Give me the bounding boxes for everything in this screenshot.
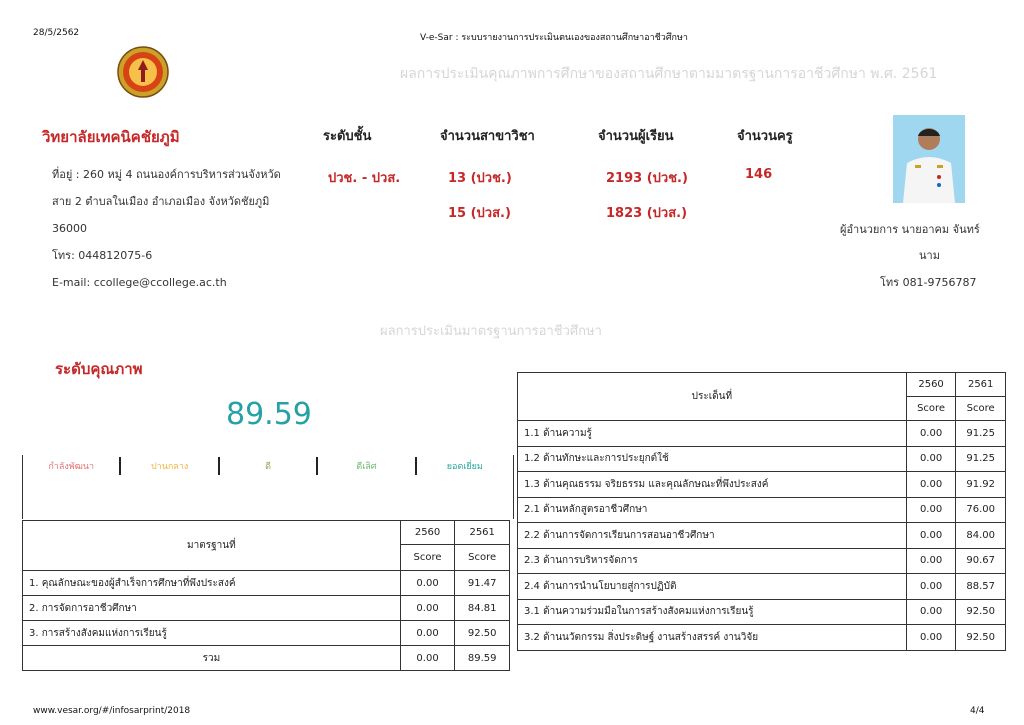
score-2560: 0.00 [906,523,956,549]
issue-label: 1.3 ด้านคุณธรรม จริยธรรม และคุณลักษณะที่พึงประสงค์ [518,472,907,498]
score-2561: 76.00 [956,497,1006,523]
year-2561-header: 2561 [956,373,1006,397]
table-row [23,571,510,596]
teachers-header: จำนวนครู [737,129,793,144]
score-2561: 90.67 [956,548,1006,574]
quality-label: ระดับคุณภาพ [55,360,143,378]
director-name-line-2: นาม [919,249,940,262]
score-2561: 88.57 [956,574,1006,600]
table-row [23,621,510,646]
branches-value-1: 13 (ปวช.) [448,171,512,186]
section-title: ผลการประเมินมาตรฐานการอาชีวศึกษา [380,324,602,339]
score-header: Score [956,397,1006,421]
table-row [518,446,1006,472]
total-label: รวม [23,646,401,671]
college-phone: โทร: 044812075-6 [52,249,153,262]
year-2561-header: 2561 [455,521,510,545]
year-2560-header: 2560 [400,521,455,545]
report-title: ผลการประเมินคุณภาพการศึกษาของสถานศึกษาตามมาตรฐานการอาชีวศึกษา พ.ศ. 2561 [400,66,938,82]
score-2560: 0.00 [400,621,455,646]
standards-col-header: มาตรฐานที่ [23,521,401,571]
score-2560: 0.00 [906,446,956,472]
level-very-good: ดีเลิศ [356,462,377,472]
year-2560-header: 2560 [906,373,956,397]
score-2561: 92.50 [455,621,510,646]
issues-table [517,372,1006,651]
standard-label: 1. คุณลักษณะของผู้สำเร็จการศึกษาที่พึงประสงค์ [23,571,401,596]
footer-url: www.vesar.org/#/infosarprint/2018 [33,706,191,716]
overall-score: 89.59 [226,397,312,432]
score-2560: 0.00 [906,599,956,625]
table-row [518,523,1006,549]
score-2561: 91.25 [956,421,1006,447]
score-2560: 0.00 [906,574,956,600]
issue-label: 3.2 ด้านนวัตกรรม สิ่งประดิษฐ์ งานสร้างสรรค์ งานวิจัย [518,625,907,651]
score-header: Score [400,545,455,571]
director-phone: โทร 081-9756787 [880,276,977,289]
college-logo [117,46,169,98]
branches-value-2: 15 (ปวส.) [448,206,511,221]
address-line-1: ที่อยู่ : 260 หมู่ 4 ถนนองค์การบริหารส่วนจังหวัด [52,168,281,181]
table-row [518,421,1006,447]
score-2561: 84.00 [956,523,1006,549]
table-row [518,625,1006,651]
table-row [518,548,1006,574]
system-title: V-e-Sar : ระบบรายงานการประเมินตนเองของสถานศึกษาอาชีวศึกษา [420,33,688,43]
score-2560: 0.00 [906,625,956,651]
standards-table [22,520,510,671]
issue-label: 1.2 ด้านทักษะและการประยุกต์ใช้ [518,446,907,472]
total-row [23,646,510,671]
score-2561: 91.92 [956,472,1006,498]
score-2560: 0.00 [400,596,455,621]
score-2561: 84.81 [455,596,510,621]
issue-label: 2.3 ด้านการบริหารจัดการ [518,548,907,574]
issue-label: 2.2 ด้านการจัดการเรียนการสอนอาชีวศึกษา [518,523,907,549]
issue-label: 2.4 ด้านการนำนโยบายสู่การปฏิบัติ [518,574,907,600]
director-photo [893,115,965,203]
total-2561: 89.59 [455,646,510,671]
table-row [518,497,1006,523]
score-2561: 91.25 [956,446,1006,472]
print-date: 28/5/2562 [33,28,80,38]
address-line-2: สาย 2 ตำบลในเมือง อำเภอเมือง จังหวัดชัยภูมิ [52,195,270,208]
standard-label: 2. การจัดการอาชีวศึกษา [23,596,401,621]
college-name: วิทยาลัยเทคนิคชัยภูมิ [42,128,180,146]
table-row [518,599,1006,625]
score-2560: 0.00 [906,497,956,523]
branches-header: จำนวนสาขาวิชา [440,129,535,144]
level-good: ดี [265,462,271,472]
director-name-line-1: ผู้อำนวยการ นายอาคม จันทร์ [840,223,980,236]
address-line-3: 36000 [52,222,87,235]
issue-label: 2.1 ด้านหลักสูตรอาชีวศึกษา [518,497,907,523]
score-2561: 92.50 [956,625,1006,651]
score-2561: 92.50 [956,599,1006,625]
issues-col-header: ประเด็นที่ [518,373,907,421]
score-2560: 0.00 [906,548,956,574]
level-header: ระดับชั้น [323,129,372,144]
score-2561: 91.47 [455,571,510,596]
level-value: ปวช. - ปวส. [328,171,401,186]
score-2560: 0.00 [906,421,956,447]
score-header: Score [455,545,510,571]
table-row [23,596,510,621]
score-2560: 0.00 [400,571,455,596]
total-2560: 0.00 [400,646,455,671]
issue-label: 1.1 ด้านความรู้ [518,421,907,447]
level-excellent: ยอดเยี่ยม [446,462,483,472]
issue-label: 3.1 ด้านความร่วมมือในการสร้างสังคมแห่งการเรียนรู้ [518,599,907,625]
table-row [518,472,1006,498]
college-email: E-mail: ccollege@ccollege.ac.th [52,276,227,289]
teachers-value: 146 [745,167,773,182]
level-moderate: ปานกลาง [150,462,189,472]
quality-scale [22,455,514,519]
level-developing: กำลังพัฒนา [48,462,95,472]
page-number: 4/4 [970,706,985,716]
standard-label: 3. การสร้างสังคมแห่งการเรียนรู้ [23,621,401,646]
table-row [518,574,1006,600]
score-header: Score [906,397,956,421]
students-value-1: 2193 (ปวช.) [606,171,688,186]
students-value-2: 1823 (ปวส.) [606,206,688,221]
students-header: จำนวนผู้เรียน [598,129,674,144]
score-2560: 0.00 [906,472,956,498]
